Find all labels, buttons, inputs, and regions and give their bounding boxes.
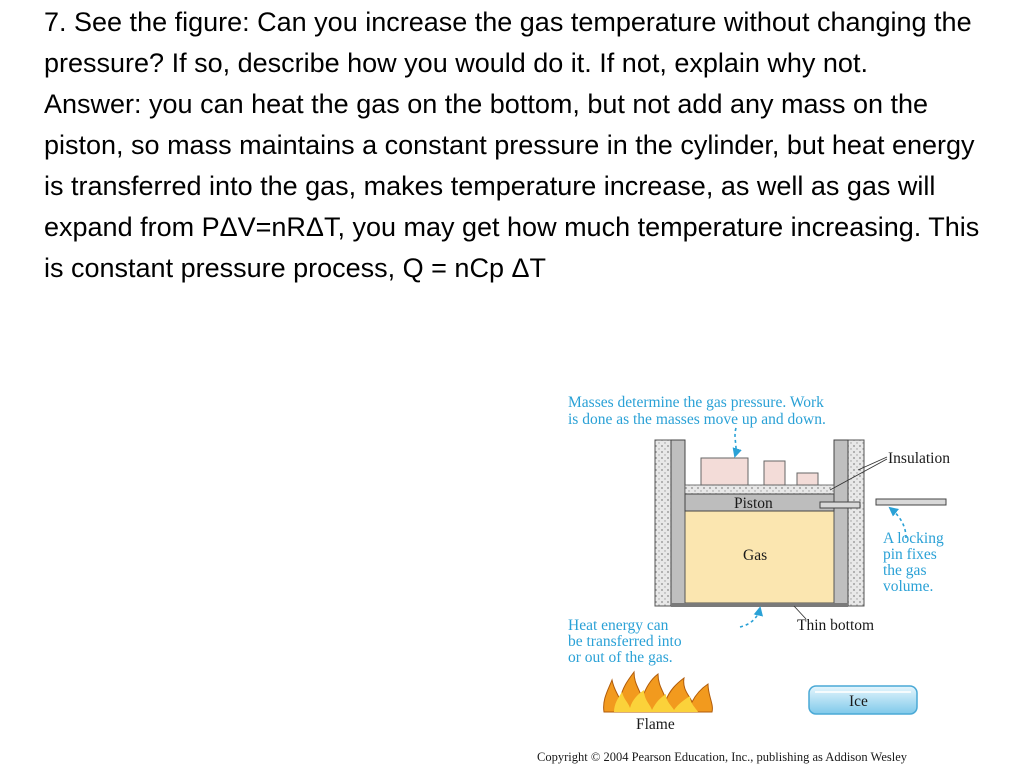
locking-pin-caption-line-3: the gas	[883, 562, 927, 579]
locking-pin-caption-line-1: A locking	[883, 530, 944, 547]
heat-caption-line-2: be transferred into	[568, 633, 682, 650]
right-cylinder-wall	[834, 440, 848, 606]
locking-pin-caption-line-2: pin fixes	[883, 546, 937, 563]
thin-bottom	[671, 603, 848, 607]
mass-small	[797, 473, 818, 485]
locking-pin-removed	[876, 499, 946, 505]
heat-arrow	[740, 608, 760, 627]
question-prompt: 7. See the figure: Can you increase the gas temperature without changing the pressure? If so, describe how you would do it. If not, explain why not.	[44, 7, 972, 78]
left-insulation-wall	[655, 440, 671, 606]
piston-label: Piston	[734, 495, 773, 512]
thin-bottom-label: Thin bottom	[797, 617, 875, 634]
copyright-notice: Copyright © 2004 Pearson Education, Inc., publishing as Addison Wesley	[537, 750, 908, 764]
mass-medium	[764, 461, 785, 485]
left-cylinder-wall	[671, 440, 685, 606]
masses-caption-line-2: is done as the masses move up and down.	[568, 411, 826, 428]
locking-pin-in-cylinder	[820, 502, 860, 508]
right-insulation-wall	[848, 440, 864, 606]
masses-arrow	[735, 428, 736, 456]
piston-insulation-layer	[685, 485, 834, 494]
masses-caption-line-1: Masses determine the gas pressure. Work	[568, 394, 824, 411]
question-answer: Answer: you can heat the gas on the bottom, but not add any mass on the piston, so mass maintains a constant pressure in the cylinder, but heat energy is transferred into the gas, makes temperature increase, as well as gas will expand from PΔV=nRΔT, you may get how much temperature increasing. This is constant pressure process, Q = nCp ΔT	[44, 89, 980, 283]
ice-label: Ice	[849, 693, 868, 710]
gas-label: Gas	[743, 547, 768, 564]
insulation-label: Insulation	[888, 450, 950, 467]
locking-pin-caption-line-4: volume.	[883, 578, 934, 595]
flame-label: Flame	[636, 716, 675, 733]
flame-icon	[604, 672, 713, 712]
mass-large	[701, 458, 748, 485]
heat-caption-line-3: or out of the gas.	[568, 649, 673, 666]
heat-caption-line-1: Heat energy can	[568, 617, 669, 634]
